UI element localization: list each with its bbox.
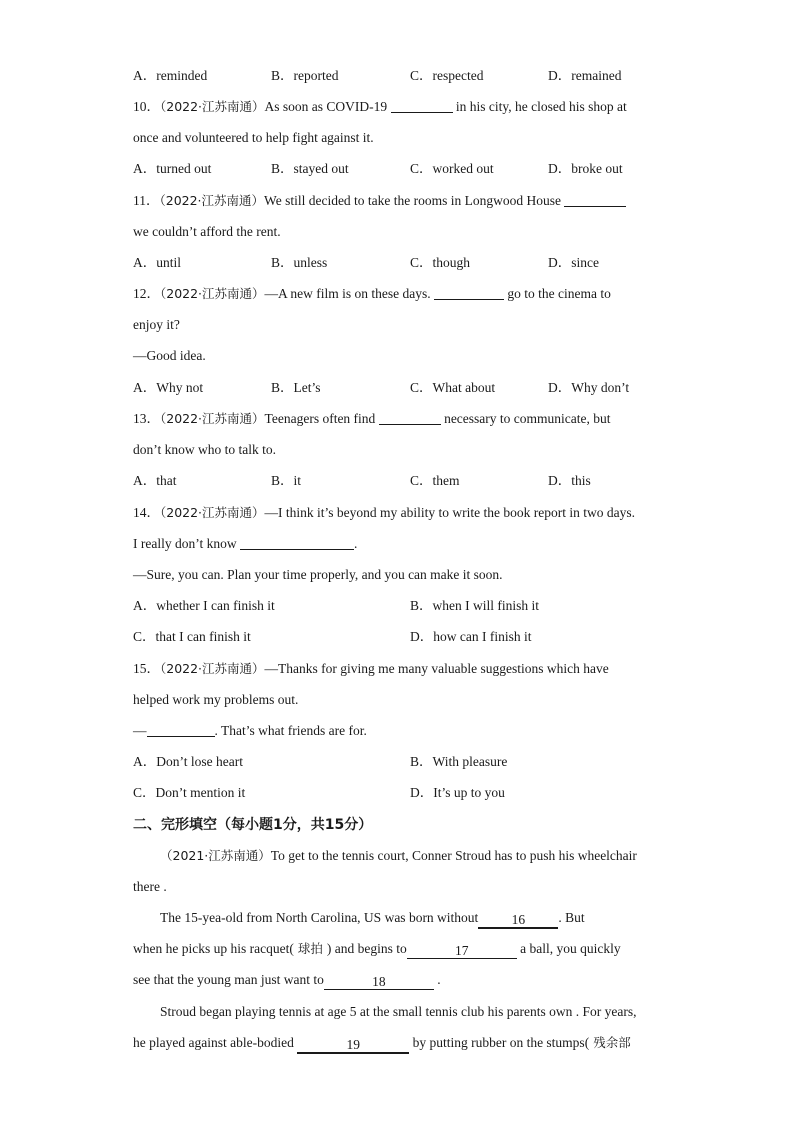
q11-stem — [133, 192, 673, 210]
q9-option-a[interactable]: A．reminded — [133, 68, 208, 83]
passage-para3-line2 — [133, 1034, 673, 1054]
q15-option-a[interactable]: A．Don’t lose heart — [133, 754, 243, 769]
q12-option-c[interactable]: C．What about — [410, 380, 496, 395]
q11-option-a[interactable]: A．until — [133, 255, 182, 270]
q14-blank[interactable] — [240, 535, 354, 550]
q13-option-d[interactable]: D．this — [548, 473, 591, 488]
q15-stem — [133, 660, 673, 678]
q14-text-line2-end: . — [353, 536, 358, 551]
q12-stem-line2: enjoy it? — [133, 317, 180, 332]
q11-number: 11． — [133, 193, 160, 208]
q10-option-a[interactable]: A．turned out — [133, 161, 212, 176]
q15-dash: — — [133, 723, 147, 738]
q14-number: 14． — [133, 505, 160, 520]
q12-option-b[interactable]: B．Let’s — [271, 380, 321, 395]
cloze-blank-18[interactable]: 18 — [324, 974, 434, 990]
passage-source: （2021·江苏南通） — [160, 848, 271, 863]
passage-text: when he picks up his racquet( — [133, 941, 294, 956]
q13-option-a[interactable]: A．that — [133, 473, 177, 488]
q14-option-b[interactable]: B．when I will finish it — [410, 598, 539, 613]
q15-blank[interactable] — [147, 722, 215, 737]
q10-options — [133, 160, 693, 178]
q14-options-row1 — [133, 597, 693, 615]
q10-option-b[interactable]: B．stayed out — [271, 161, 349, 176]
q10-option-c[interactable]: C．worked out — [410, 161, 494, 176]
q15-stem-line3 — [133, 722, 673, 740]
q12-text-cont: go to the cinema to — [504, 286, 611, 301]
passage-para2-line2 — [133, 940, 673, 959]
q15-text: —Thanks for giving me many valuable suggestions which have — [264, 661, 609, 676]
q12-stem — [133, 285, 673, 303]
passage-para3: Stroud began playing tennis at age 5 at the small tennis club his parents own . For years, — [160, 1004, 637, 1019]
section-heading-cloze: 二、完形填空（每小题1分，共15分） — [133, 817, 373, 833]
q12-stem-line3: —Good idea. — [133, 348, 206, 363]
q11-stem-line2: we couldn’t afford the rent. — [133, 224, 281, 239]
q13-options — [133, 472, 693, 490]
q10-number: 10． — [133, 99, 160, 114]
q12-text: —A new film is on these days. — [264, 286, 435, 301]
q13-text: Teenagers often find — [264, 411, 379, 426]
passage-text: he played against able-bodied — [133, 1035, 298, 1050]
q15-number: 15． — [133, 661, 160, 676]
q13-source: （2022·江苏南通） — [160, 411, 265, 426]
q11-option-b[interactable]: B．unless — [271, 255, 328, 270]
q10-blank[interactable] — [391, 98, 453, 113]
passage-text: by putting rubber on the stumps( — [409, 1035, 590, 1050]
cloze-blank-17[interactable]: 17 — [407, 943, 517, 959]
q14-stem — [133, 504, 673, 522]
passage-para2 — [160, 909, 670, 929]
q15-option-c[interactable]: C．Don’t mention it — [133, 785, 246, 800]
q10-stem — [133, 98, 673, 116]
passage-para1 — [160, 847, 670, 865]
q11-source: （2022·江苏南通） — [159, 193, 265, 208]
q12-blank[interactable] — [434, 285, 504, 300]
passage-text: To get to the tennis court, Conner Stroud has to push his wheelchair — [270, 848, 637, 863]
cloze-blank-16[interactable]: 16 — [478, 912, 558, 929]
q15-option-d[interactable]: D．It’s up to you — [410, 785, 505, 800]
q12-option-a[interactable]: A．Why not — [133, 380, 204, 395]
passage-annotation-cn: 球拍 — [297, 941, 323, 956]
q10-source: （2022·江苏南通） — [160, 99, 265, 114]
q15-text-line3: . That’s what friends are for. — [214, 723, 367, 738]
q14-options-row2 — [133, 628, 693, 646]
q14-source: （2022·江苏南通） — [160, 505, 265, 520]
passage-text: . — [433, 972, 441, 987]
q10-stem-line2: once and volunteered to help fight against it. — [133, 130, 374, 145]
q13-option-b[interactable]: B．it — [271, 473, 302, 488]
q14-option-a[interactable]: A．whether I can finish it — [133, 598, 275, 613]
q11-text: We still decided to take the rooms in Longwood House — [264, 193, 565, 208]
q12-number: 12． — [133, 286, 160, 301]
q9-option-b[interactable]: B．reported — [271, 68, 339, 83]
q13-stem — [133, 410, 673, 428]
passage-para1-line2: there . — [133, 879, 167, 894]
passage-text: ) and begins to — [326, 941, 407, 956]
passage-text: The 15-yea-old from North Carolina, US was born without — [160, 910, 479, 925]
q10-text: As soon as COVID-19 — [264, 99, 391, 114]
q15-options-row2 — [133, 784, 693, 802]
q14-text-line2: I really don’t know — [133, 536, 240, 551]
q11-options — [133, 254, 693, 272]
q13-option-c[interactable]: C．them — [410, 473, 460, 488]
passage-text: see that the young man just want to — [133, 972, 324, 987]
q14-option-c[interactable]: C．that I can finish it — [133, 629, 251, 644]
q12-option-d[interactable]: D．Why don’t — [548, 380, 630, 395]
q11-option-c[interactable]: C．though — [410, 255, 471, 270]
q14-text: —I think it’s beyond my ability to write the book report in two days. — [264, 505, 635, 520]
q11-blank[interactable] — [564, 192, 626, 207]
q13-text-cont: necessary to communicate, but — [440, 411, 611, 426]
q15-source: （2022·江苏南通） — [160, 661, 265, 676]
q13-blank[interactable] — [379, 410, 441, 425]
q9-options — [133, 67, 693, 85]
q14-stem-line2 — [133, 535, 673, 553]
q15-stem-line2: helped work my problems out. — [133, 692, 299, 707]
q13-number: 13． — [133, 411, 160, 426]
passage-text: . But — [558, 910, 585, 925]
q10-text-cont: in his city, he closed his shop at — [452, 99, 627, 114]
q15-options-row1 — [133, 753, 693, 771]
passage-para2-line3 — [133, 971, 673, 990]
passage-text: a ball, you quickly — [516, 941, 621, 956]
q14-stem-line3: —Sure, you can. Plan your time properly, and you can make it soon. — [133, 567, 503, 582]
passage-annotation-cn: 残余部 — [593, 1035, 631, 1050]
q14-option-d[interactable]: D．how can I finish it — [410, 629, 532, 644]
q9-option-c[interactable]: C．respected — [410, 68, 484, 83]
cloze-blank-19[interactable]: 19 — [297, 1037, 409, 1054]
q12-source: （2022·江苏南通） — [160, 286, 265, 301]
q10-option-d[interactable]: D．broke out — [548, 161, 623, 176]
q12-options — [133, 379, 693, 397]
q15-option-b[interactable]: B．With pleasure — [410, 754, 508, 769]
q13-stem-line2: don’t know who to talk to. — [133, 442, 276, 457]
q9-option-d[interactable]: D．remained — [548, 68, 622, 83]
q11-option-d[interactable]: D．since — [548, 255, 599, 270]
